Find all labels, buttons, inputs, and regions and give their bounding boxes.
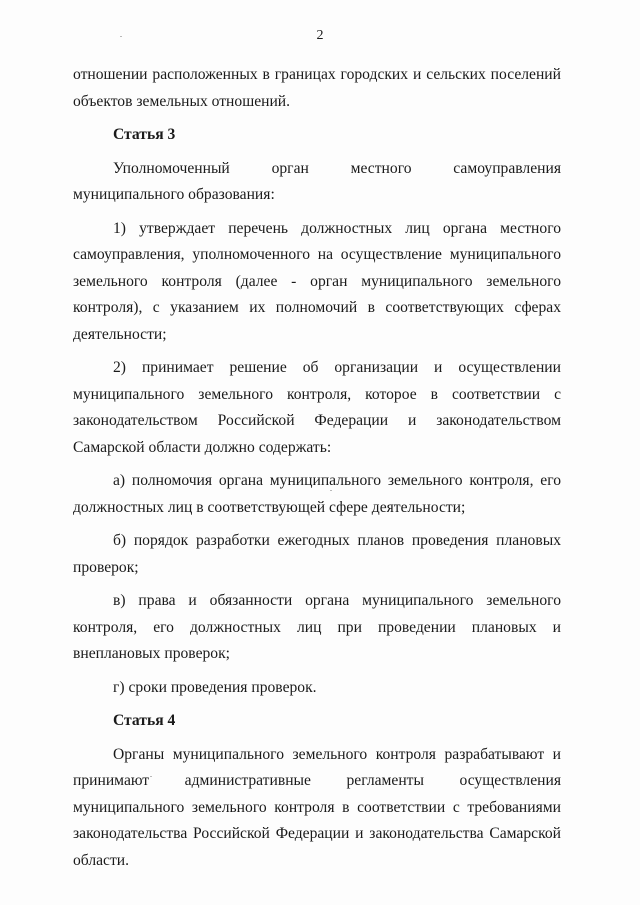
paragraph-continuation: отношении расположенных в границах городских и сельских поселений объектов земельных отношений. — [73, 66, 561, 110]
paragraph-item-2: 2) принимает решение об организации и осуществлении муниципального земельного контроля, которое в соответствии с законодательством Российской Федерации и законодательством Самарской области должно содержать: — [73, 359, 561, 456]
paragraph-item-b: б) порядок разработки ежегодных планов проведения плановых проверок; — [73, 532, 561, 576]
page-number: 2 — [316, 28, 324, 43]
paragraph-item-v: в) права и обязанности органа муниципального земельного контроля, его должностных лиц при проведении плановых и внеплановых проверок; — [73, 592, 561, 662]
paragraph-regulations: Органы муниципального земельного контроля разрабатывают и принимают административные регламенты осуществления муниципального земельного контроля в соответствии с требованиями законодательства Российской Федерации и законодательства Самарской области. — [73, 745, 561, 869]
paragraph-item-g: г) сроки проведения проверок. — [113, 678, 317, 696]
scan-speck — [120, 36, 122, 37]
paragraph-authority: Уполномоченный орган местного самоуправления муниципального образования: — [73, 159, 561, 203]
document-body — [73, 62, 561, 874]
paragraph-item-1: 1) утверждает перечень должностных лиц органа местного самоуправления, уполномоченного на осуществление муниципального земельного контроля (далее - орган муниципального земельного контроля), с указанием их полномочий в соответствующих сферах деятельности; — [73, 219, 561, 343]
paragraph-item-a: а) полномочия органа муниципального земельного контроля, его должностных лиц в соответствующей сфере деятельности; — [73, 472, 561, 516]
article-4-heading: Статья 4 — [113, 712, 176, 729]
article-3-heading: Статья 3 — [113, 126, 176, 143]
